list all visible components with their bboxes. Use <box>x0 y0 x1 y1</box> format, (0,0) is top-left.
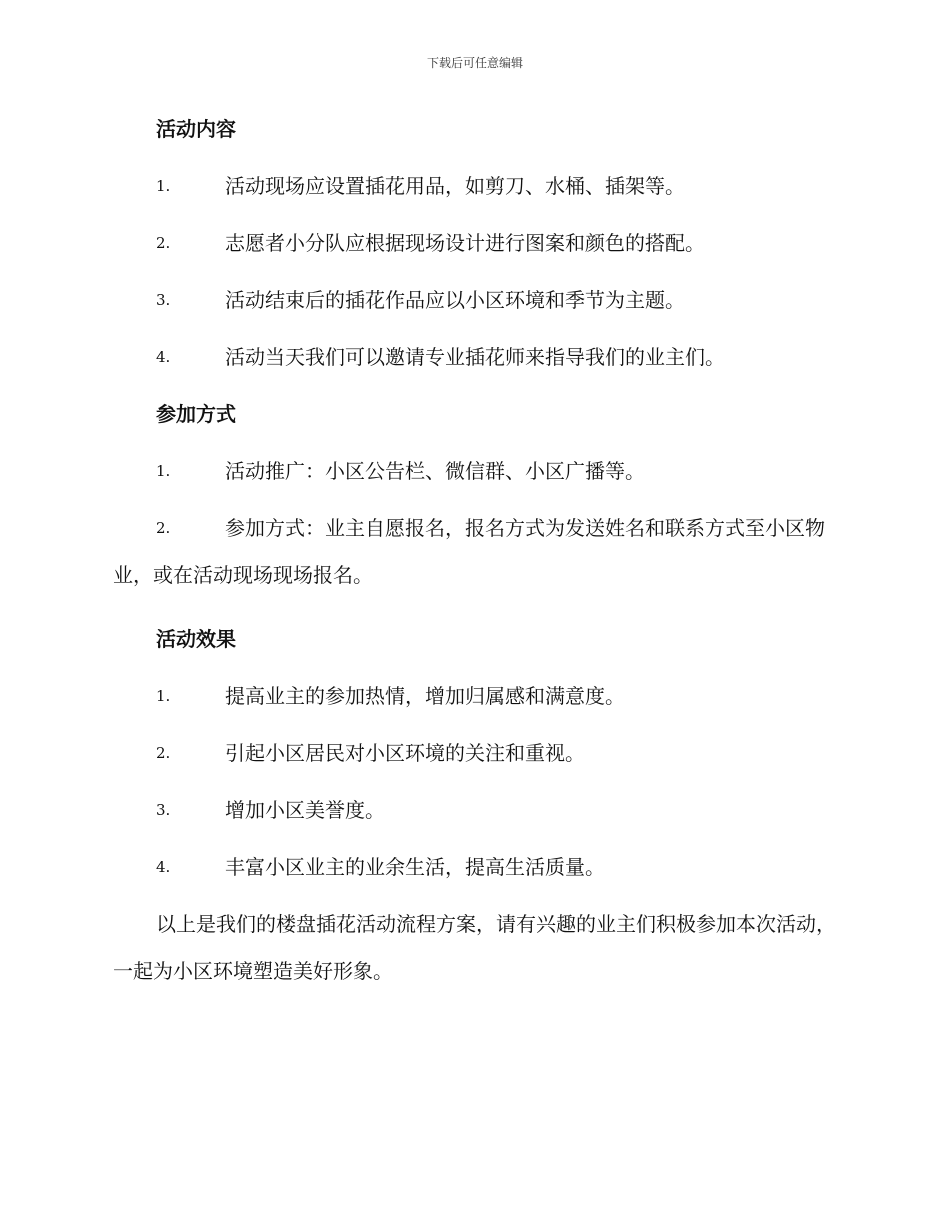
list-text: 提高业主的参加热情，增加归属感和满意度。 <box>225 684 625 708</box>
list-number: 2. <box>156 519 171 537</box>
list-number: 4. <box>156 348 171 366</box>
list-text: 活动现场应设置插花用品，如剪刀、水桶、插架等。 <box>225 174 685 198</box>
list-item <box>113 850 838 884</box>
list-text: 丰富小区业主的业余生活，提高生活质量。 <box>225 855 605 879</box>
document-body <box>113 112 838 995</box>
section-heading-activity-effect: 活动效果 <box>156 627 236 651</box>
list-text: 活动当天我们可以邀请专业插花师来指导我们的业主们。 <box>225 345 725 369</box>
list-item <box>113 736 838 770</box>
list-number: 3. <box>156 801 171 819</box>
list-item <box>113 283 838 317</box>
list-item <box>113 340 838 374</box>
section-heading-activity-content: 活动内容 <box>156 117 236 141</box>
list-number: 1. <box>156 462 171 480</box>
list-item <box>113 169 838 203</box>
list-number: 1. <box>156 177 171 195</box>
header-note: 下载后可任意编辑 <box>426 56 523 70</box>
list-number: 3. <box>156 291 171 309</box>
list-text: 活动结束后的插花作品应以小区环境和季节为主题。 <box>225 288 685 312</box>
list-text: 参加方式：业主自愿报名，报名方式为发送姓名和联系方式至小区物业，或在活动现场现场报名。 <box>113 516 825 587</box>
list-text: 增加小区美誉度。 <box>225 798 385 822</box>
list-number: 2. <box>156 234 171 252</box>
list-text: 引起小区居民对小区环境的关注和重视。 <box>225 741 585 765</box>
closing-paragraph: 以上是我们的楼盘插花活动流程方案，请有兴趣的业主们积极参加本次活动，一起为小区环境塑造美好形象。 <box>113 912 836 983</box>
list-item <box>113 793 838 827</box>
list-text: 活动推广：小区公告栏、微信群、小区广播等。 <box>225 459 645 483</box>
section-heading-participation: 参加方式 <box>156 402 236 426</box>
list-text: 志愿者小分队应根据现场设计进行图案和颜色的搭配。 <box>225 231 705 255</box>
list-item <box>113 454 838 488</box>
list-number: 2. <box>156 744 171 762</box>
list-number: 4. <box>156 858 171 876</box>
list-item <box>113 505 838 599</box>
list-item <box>113 226 838 260</box>
list-number: 1. <box>156 687 171 705</box>
list-item <box>113 679 838 713</box>
